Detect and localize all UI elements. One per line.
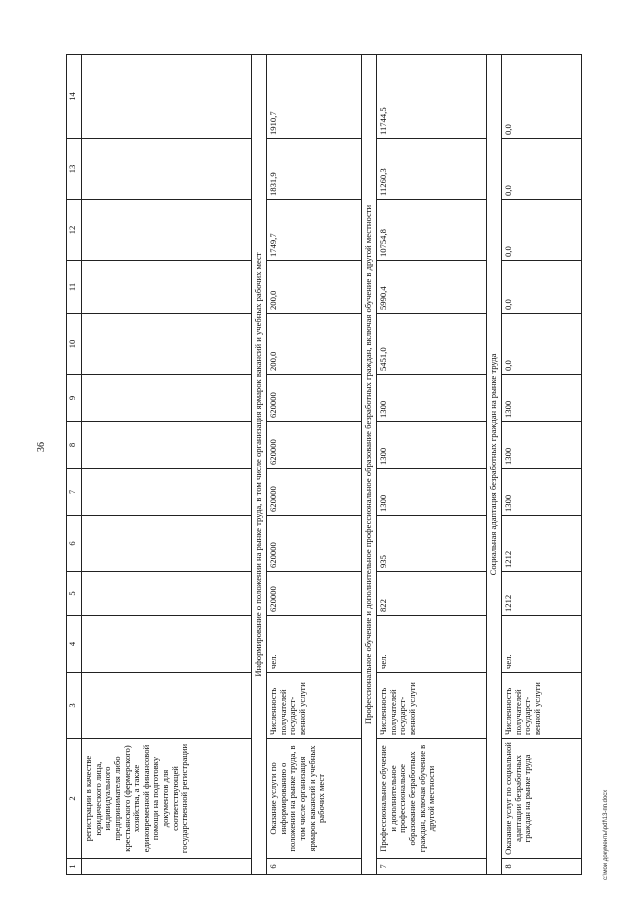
cell-empty [82, 516, 252, 572]
cell-empty [82, 375, 252, 422]
cell-value: 1749,7 [267, 200, 362, 261]
cell-empty [82, 673, 252, 739]
cell-indicator: Численность получателей государст-венной услуги [267, 673, 362, 739]
cell-value: 0,0 [502, 261, 582, 314]
table-row-continuation [82, 55, 252, 875]
section-title: Информирование о положении на рынке труда, в том числе организация ярмарок вакансий и учебных рабочих мест [252, 55, 267, 875]
col-header-11: 11 [67, 261, 82, 314]
col-header-7: 7 [67, 469, 82, 516]
cell-value: 1300 [502, 375, 582, 422]
col-header-8: 8 [67, 422, 82, 469]
cell-value: 0,0 [502, 139, 582, 200]
services-table [66, 54, 582, 875]
cell-num: 7 [377, 859, 487, 875]
cell-value: 620000 [267, 375, 362, 422]
cell-num: 8 [502, 859, 582, 875]
col-header-3: 3 [67, 673, 82, 739]
cell-service: регистрации в качестве юридического лица, индивидуального предпринимателя либо крестьянского (фермерского) хозяйства, а также единовременной финансовой помощи на подготовку документов для соответствующей государственной регистрации [82, 739, 252, 859]
cell-value: 11260,3 [377, 139, 487, 200]
col-header-5: 5 [67, 572, 82, 616]
cell-value: 1212 [502, 516, 582, 572]
cell-value: 1300 [377, 422, 487, 469]
cell-value: 5451,0 [377, 314, 487, 375]
rotated-table-wrapper [66, 55, 576, 875]
cell-service: Оказание услуги по информированию о положении на рынке труда, в том числе организация ярмарок вакансий и учебных рабочих мест [267, 739, 362, 859]
cell-service: Профессиональное обучение и дополнительное профессиональное образование безработных граждан, включая обучение в другой местности [377, 739, 487, 859]
cell-indicator: Численность получателей государст-венной услуги [502, 673, 582, 739]
col-header-10: 10 [67, 314, 82, 375]
cell-unit: чел. [377, 616, 487, 673]
cell-value: 620000 [267, 572, 362, 616]
page-number: 36 [36, 442, 47, 452]
cell-empty [82, 139, 252, 200]
footer-file-path: c:\мои документы\pdf\13-пп.docx [603, 789, 609, 880]
cell-value: 10754,8 [377, 200, 487, 261]
table-row-8 [502, 55, 582, 875]
col-header-2: 2 [67, 739, 82, 859]
cell-empty [82, 469, 252, 516]
cell-indicator: Численность получателей государст-венной услуги [377, 673, 487, 739]
cell-value: 620000 [267, 516, 362, 572]
cell-empty [82, 314, 252, 375]
section-title: Социальная адаптация безработных граждан на рынке труда [487, 55, 502, 875]
cell-empty [82, 572, 252, 616]
cell-value: 5990,4 [377, 261, 487, 314]
col-header-6: 6 [67, 516, 82, 572]
cell-value: 1300 [502, 469, 582, 516]
table-row-6 [267, 55, 362, 875]
col-header-12: 12 [67, 200, 82, 261]
col-header-1: 1 [67, 859, 82, 875]
cell-service: Оказание услуг по социальной адаптации безработных граждан на рынке труда [502, 739, 582, 859]
section-row-adaptation [487, 55, 502, 875]
cell-empty [82, 261, 252, 314]
cell-value: 620000 [267, 469, 362, 516]
cell-value: 200,0 [267, 314, 362, 375]
col-header-14: 14 [67, 55, 82, 139]
cell-value: 11744,5 [377, 55, 487, 139]
cell-unit: чел. [267, 616, 362, 673]
col-header-13: 13 [67, 139, 82, 200]
cell-value: 0,0 [502, 314, 582, 375]
cell-value: 0,0 [502, 55, 582, 139]
cell-value: 1910,7 [267, 55, 362, 139]
cell-unit: чел. [502, 616, 582, 673]
cell-value: 822 [377, 572, 487, 616]
cell-value: 1300 [377, 469, 487, 516]
section-row-informing [252, 55, 267, 875]
section-row-training [362, 55, 377, 875]
cell-value: 1300 [377, 375, 487, 422]
table-row-7 [377, 55, 487, 875]
cell-value: 1300 [502, 422, 582, 469]
cell-value: 200,0 [267, 261, 362, 314]
cell-value: 0,0 [502, 200, 582, 261]
col-header-9: 9 [67, 375, 82, 422]
cell-num [82, 859, 252, 875]
cell-empty [82, 55, 252, 139]
cell-empty [82, 422, 252, 469]
cell-num: 6 [267, 859, 362, 875]
cell-value: 1831,9 [267, 139, 362, 200]
cell-value: 935 [377, 516, 487, 572]
section-title: Профессиональное обучение и дополнительное профессиональное образование безработных граждан, включая обучение в другой местности [362, 55, 377, 875]
cell-value: 620000 [267, 422, 362, 469]
cell-empty [82, 200, 252, 261]
col-header-4: 4 [67, 616, 82, 673]
cell-empty [82, 616, 252, 673]
cell-value: 1212 [502, 572, 582, 616]
header-row [67, 55, 82, 875]
